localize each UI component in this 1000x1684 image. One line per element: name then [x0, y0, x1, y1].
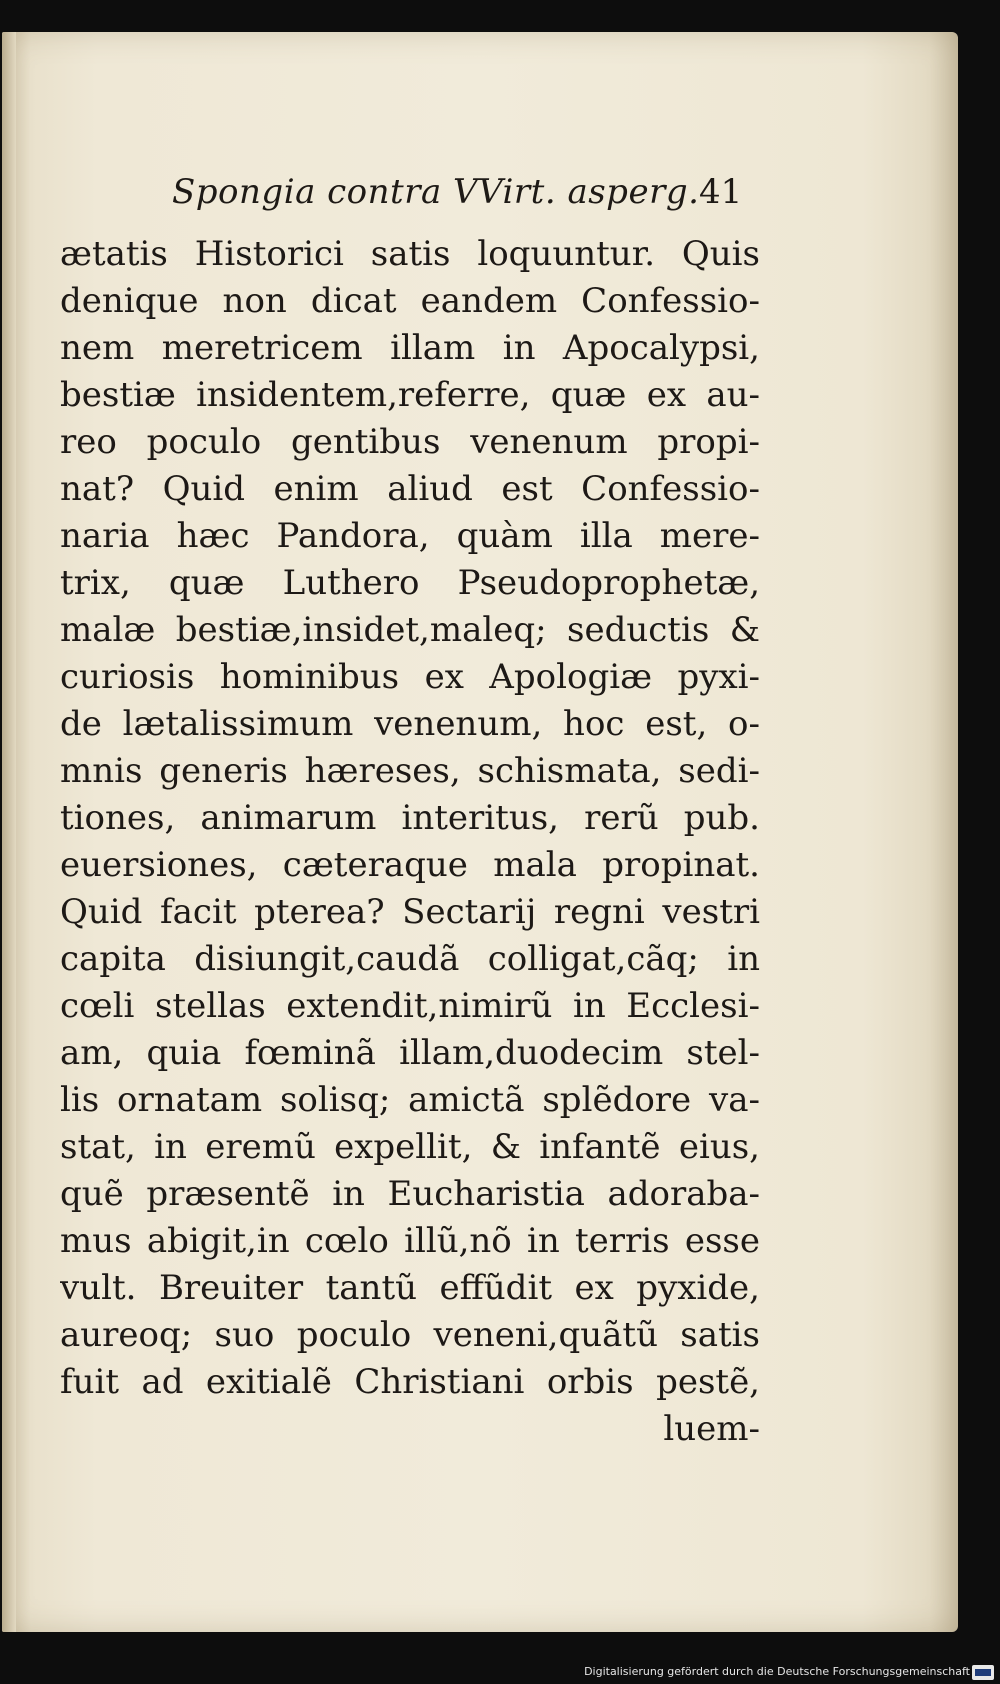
- text-line: quẽ præsentẽ in Eucharistia adoraba-: [60, 1174, 760, 1214]
- text-line: curiosis hominibus ex Apologiæ pyxi-: [60, 657, 760, 697]
- text-block: [60, 231, 760, 1481]
- text-line: mnis generis hæreses, schismata, sedi-: [60, 751, 760, 791]
- text-line: malæ bestiæ,insidet,maleq; seductis &: [60, 610, 760, 650]
- text-line: lis ornatam solisq; amictã splẽdore va-: [60, 1080, 760, 1120]
- text-line: bestiæ insidentem,referre, quæ ex au-: [60, 375, 760, 415]
- dfg-logo-icon: [972, 1665, 994, 1680]
- text-line: tiones, animarum interitus, rerũ pub.: [60, 798, 760, 838]
- text-line: euersiones, cæteraque mala propinat.: [60, 845, 760, 885]
- text-line: nat? Quid enim aliud est Confessio-: [60, 469, 760, 509]
- running-head: Spongia contra VVirt. asperg.: [172, 172, 700, 212]
- footer-credit: Digitalisierung gefördert durch die Deutsche Forschungsgemeinschaft: [584, 1665, 970, 1678]
- text-line: stat, in eremũ expellit, & infantẽ eius,: [60, 1127, 760, 1167]
- text-line: aureoq; suo poculo veneni,quãtũ satis: [60, 1315, 760, 1355]
- text-line: de lætalissimum venenum, hoc est, o-: [60, 704, 760, 744]
- page-number: 41: [699, 172, 743, 212]
- book-page: [2, 32, 958, 1632]
- text-line: reo poculo gentibus venenum propi-: [60, 422, 760, 462]
- page-binding-edge: [2, 32, 16, 1632]
- text-line: am, quia fœminã illam,duodecim stel-: [60, 1033, 760, 1073]
- text-line: denique non dicat eandem Confessio-: [60, 281, 760, 321]
- text-line: trix, quæ Luthero Pseudoprophetæ,: [60, 563, 760, 603]
- text-line: fuit ad exitialẽ Christiani orbis pestẽ,: [60, 1362, 760, 1402]
- text-line: vult. Breuiter tantũ effũdit ex pyxide,: [60, 1268, 760, 1308]
- text-line: ætatis Historici satis loquuntur. Quis: [60, 234, 760, 274]
- text-line: Quid facit pterea? Sectarij regni vestri: [60, 892, 760, 932]
- text-line: cœli stellas extendit,nimirũ in Ecclesi-: [60, 986, 760, 1026]
- catchword: luem-: [663, 1409, 760, 1449]
- text-line: mus abigit,in cœlo illũ,nõ in terris esse: [60, 1221, 760, 1261]
- text-line: naria hæc Pandora, quàm illa mere-: [60, 516, 760, 556]
- text-line: capita disiungit,caudã colligat,cãq; in: [60, 939, 760, 979]
- text-line: nem meretricem illam in Apocalypsi,: [60, 328, 760, 368]
- footer-bar: [0, 1662, 1000, 1684]
